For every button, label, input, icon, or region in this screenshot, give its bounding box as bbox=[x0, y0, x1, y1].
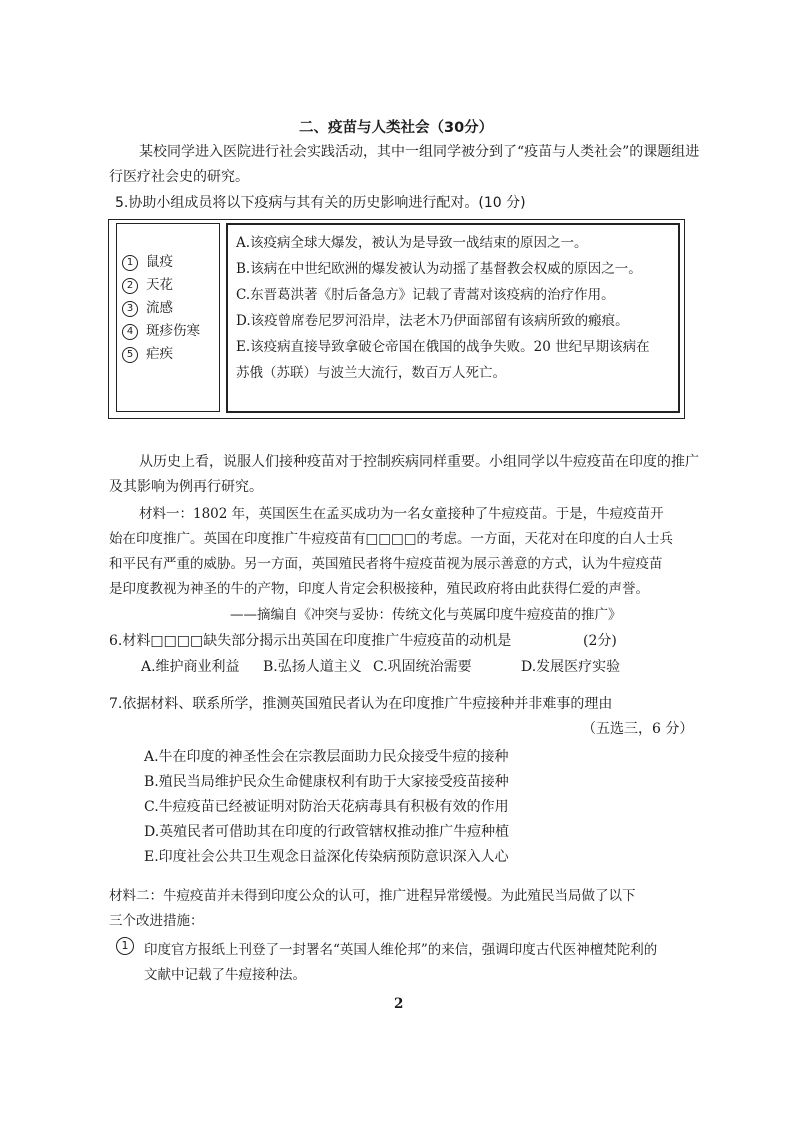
q7-option-c[interactable]: C.牛痘疫苗已经被证明对防治天花病毒具有积极有效的作用 bbox=[144, 799, 509, 815]
circled-number-icon: 1 bbox=[122, 255, 138, 271]
disease-item bbox=[122, 273, 173, 294]
q6-score: (2分) bbox=[583, 633, 617, 649]
disease-name: 斑疹伤寒 bbox=[146, 323, 200, 339]
effect-a: A.该疫病全球大爆发，被认为是导致一战结束的原因之一。 bbox=[236, 235, 588, 251]
q6-stem: 6.材料□□□□缺失部分揭示出英国在印度推广牛痘疫苗的动机是 bbox=[109, 633, 512, 649]
disease-item bbox=[122, 319, 200, 340]
transition-line-1: 从历史上看，说服人们接种疫苗对于控制疾病同样重要。小组同学以牛痘疫苗在印度的推广 bbox=[139, 454, 699, 470]
effect-c: C.东晋葛洪著《肘后备急方》记载了青蒿对该疫病的治疗作用。 bbox=[236, 287, 615, 303]
q5-stem: 5.协助小组成员将以下疫病与其有关的历史影响进行配对。(10 分) bbox=[115, 195, 526, 211]
q7-option-d[interactable]: D.英殖民者可借助其在印度的行政管辖权推动推广牛痘种植 bbox=[144, 824, 510, 840]
material2-item-1 bbox=[116, 937, 134, 955]
circled-number-icon: 3 bbox=[122, 301, 138, 317]
material2-line-2: 三个改进措施： bbox=[109, 913, 204, 929]
material1-source: ——摘编自《冲突与妥协：传统文化与英属印度牛痘疫苗的推广》 bbox=[230, 607, 622, 623]
q7-option-e[interactable]: E.印度社会公共卫生观念日益深化传染病预防意识深入人心 bbox=[144, 849, 509, 865]
q6-option-a[interactable]: A.维护商业利益 bbox=[141, 659, 240, 675]
effect-e: E.该疫病直接导致拿破仑帝国在俄国的战争失败。20 世纪早期该病在 bbox=[236, 339, 650, 355]
circled-number-icon: 2 bbox=[122, 278, 138, 294]
material1-line-3: 和平民有严重的威胁。另一方面，英国殖民者将牛痘疫苗视为展示善意的方式，认为牛痘疫苗 bbox=[109, 556, 663, 572]
disease-name: 疟疾 bbox=[146, 346, 173, 362]
intro-line-1: 某校同学进入医院进行社会实践活动，其中一组同学被分到了“疫苗与人类社会”的课题组进 bbox=[139, 144, 700, 160]
transition-line-2: 及其影响为例再行研究。 bbox=[109, 479, 263, 495]
q6-option-b[interactable]: B.弘扬人道主义 bbox=[263, 659, 362, 675]
disease-name: 天花 bbox=[146, 277, 173, 293]
material2-item-1-line-2: 文献中记载了牛痘接种法。 bbox=[144, 967, 306, 983]
material1-line-2: 始在印度推广。英国在印度推广牛痘疫苗有□□□□的考虑。一方面，天花对在印度的白人士兵 bbox=[109, 531, 674, 547]
disease-name: 鼠疫 bbox=[146, 254, 173, 270]
disease-name: 流感 bbox=[146, 300, 173, 316]
q7-score: （五选三，6 分） bbox=[582, 721, 694, 737]
material1-line-4: 是印度教视为神圣的牛的产物，印度人肯定会积极接种，殖民政府将由此获得仁爱的声誉。 bbox=[109, 581, 649, 597]
disease-item bbox=[122, 342, 173, 363]
q6-option-c[interactable]: C.巩固统治需要 bbox=[373, 659, 472, 675]
q7-stem: 7.依据材料、联系所学，推测英国殖民者认为在印度推广牛痘接种并非难事的理由 bbox=[109, 696, 613, 712]
material1-line-1: 材料一：1802 年，英国医生在孟买成功为一名女童接种了牛痘疫苗。于是，牛痘疫苗开 bbox=[139, 506, 664, 522]
effect-b: B.该病在中世纪欧洲的爆发被认为动摇了基督教会权威的原因之一。 bbox=[236, 261, 642, 277]
q6-option-d[interactable]: D.发展医疗实验 bbox=[521, 659, 621, 675]
effect-e-cont: 苏俄（苏联）与波兰大流行，数百万人死亡。 bbox=[236, 365, 506, 381]
circled-number-icon: 1 bbox=[116, 937, 134, 955]
q7-option-a[interactable]: A.牛在印度的神圣性会在宗教层面助力民众接受牛痘的接种 bbox=[144, 749, 509, 765]
disease-item bbox=[122, 250, 173, 271]
material2-line-1: 材料二：牛痘疫苗并未得到印度公众的认可，推广进程异常缓慢。为此殖民当局做了以下 bbox=[109, 888, 636, 904]
disease-item bbox=[122, 296, 173, 317]
intro-line-2: 行医疗社会史的研究。 bbox=[109, 169, 249, 185]
circled-number-icon: 5 bbox=[122, 347, 138, 363]
q7-option-b[interactable]: B.殖民当局维护民众生命健康权利有助于大家接受疫苗接种 bbox=[144, 774, 509, 790]
page-number: 2 bbox=[394, 996, 404, 1012]
circled-number-icon: 4 bbox=[122, 324, 138, 340]
effect-d: D.该疫曾席卷尼罗河沿岸，法老木乃伊面部留有该病所致的瘢痕。 bbox=[236, 313, 629, 329]
material2-item-1-line-1: 印度官方报纸上刊登了一封署名“英国人维伦邦”的来信，强调印度古代医神檀梵陀利的 bbox=[144, 942, 658, 958]
section-title: 二、疫苗与人类社会（30分） bbox=[299, 120, 494, 136]
